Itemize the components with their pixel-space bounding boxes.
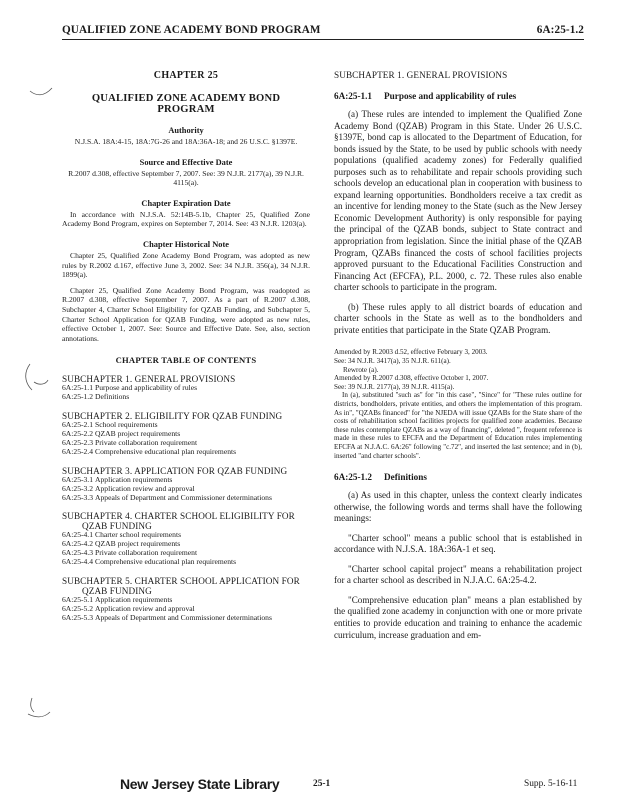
supplement-date: Supp. 5-16-11 bbox=[524, 779, 578, 789]
toc-entry-title: Application requirements bbox=[95, 595, 173, 605]
toc-entry-title: Purpose and applicability of rules bbox=[95, 383, 198, 393]
toc-entry bbox=[62, 494, 310, 503]
definition-capital-project: "Charter school capital project" means a rehabilitation project for a charter school as described in N.J.A.C. 6A:25-4.2. bbox=[334, 563, 582, 586]
toc-entry-title: Comprehensive educational plan requirements bbox=[95, 557, 237, 567]
library-stamp: New Jersey State Library bbox=[120, 776, 280, 792]
toc-entry-number: 6A:25-3.3 bbox=[62, 492, 94, 502]
expiration-text: In accordance with N.J.S.A. 52:14B-5.1b, Chapter 25, Qualified Zone Academy Bond Program, expires on September 7, 2014. See: 43 N.J.R. 1203(a). bbox=[62, 209, 310, 229]
toc-entry-number: 6A:25-4.3 bbox=[62, 548, 94, 558]
toc-entry bbox=[62, 614, 310, 623]
toc-subchapter: SUBCHAPTER 1. GENERAL PROVISIONS bbox=[62, 374, 236, 385]
chapter-number: CHAPTER 25 bbox=[153, 70, 219, 81]
toc-entry-number: 6A:25-3.1 bbox=[62, 474, 94, 484]
section-number: 6A:25-1.1 bbox=[334, 91, 373, 101]
toc-entry-number: 6A:25-3.2 bbox=[62, 483, 94, 493]
toc-entry-number: 6A:25-1.2 bbox=[62, 392, 94, 402]
history-line: See: 34 N.J.R. 3417(a), 35 N.J.R. 611(a). bbox=[334, 356, 451, 365]
toc-subchapter: SUBCHAPTER 5. CHARTER SCHOOL APPLICATION FOR QZAB FUNDING bbox=[62, 576, 300, 597]
toc-entry-number: 6A:25-2.3 bbox=[62, 437, 94, 447]
toc-entry-title: Application review and approval bbox=[95, 604, 195, 613]
toc-entry-number: 6A:25-4.2 bbox=[62, 539, 94, 549]
toc-entry-title: Private collaboration requirement bbox=[95, 548, 198, 558]
paragraph-1-1-b: (b) These rules apply to all district boards of education and charter schools in the State as well as to the bondholders and private entities that participate in the State QZAB Program. bbox=[334, 301, 582, 335]
history-paragraph-1: Chapter 25, Qualified Zone Academy Bond Program, was adopted as new rules by R.2002 d.167, effective June 3, 2002. See: 34 N.J.R. 356(a), 34 N.J.R. 1899(a). bbox=[62, 250, 310, 280]
toc-subchapter: SUBCHAPTER 4. CHARTER SCHOOL ELIGIBILITY FOR QZAB FUNDING bbox=[62, 511, 295, 532]
toc-entry bbox=[62, 393, 310, 402]
page-number: 25-1 bbox=[313, 779, 331, 789]
history-line: Rewrote (a). bbox=[343, 365, 379, 374]
margin-mark-icon-2 bbox=[24, 696, 54, 720]
toc-entry-number: 6A:25-5.2 bbox=[62, 604, 94, 613]
header-rule bbox=[62, 39, 584, 40]
amendment-note: In (a), substituted "such as" for "in this case", "Since" for "These rules outline for districts, bondholders, private entities, and others the implementation of this program. As in", "QZABs financed" for "the NJEDA will issue QZABs for the State share of the costs of rehabilitation school facilities projects for qualified zone academies. Because these rules contemplate QZABs as a way of financing", deleted ", frequent reference is made in these rules to EFCFA and the Department of Education rules implementing EFCFA at N.J.A.C. 6A:26" following "c.72", and inserted the last sentence; and in (b), inserted "and charter schools". bbox=[334, 391, 582, 460]
header-section: 6A:25-1.2 bbox=[536, 24, 584, 36]
authority-text: N.J.S.A. 18A:4-15, 18A:7G-26 and 18A:36A-18; and 26 U.S.C. §1397E. bbox=[74, 137, 298, 146]
amendment-history bbox=[334, 348, 582, 391]
toc-subchapter: SUBCHAPTER 2. ELIGIBILITY FOR QZAB FUNDING bbox=[62, 411, 283, 422]
left-column bbox=[62, 70, 310, 623]
section-number: 6A:25-1.2 bbox=[334, 472, 373, 483]
toc-entry-title: Appeals of Department and Commissioner determinations bbox=[95, 612, 272, 622]
section-heading-1-1 bbox=[334, 91, 582, 101]
toc-entry-title: QZAB project requirements bbox=[95, 539, 181, 549]
toc-entry-number: 6A:25-2.1 bbox=[62, 420, 94, 430]
subchapter-heading: SUBCHAPTER 1. GENERAL PROVISIONS bbox=[334, 70, 508, 80]
history-line: Amended by R.2007 d.308, effective October 1, 2007. bbox=[334, 374, 489, 383]
section-title: Definitions bbox=[384, 472, 427, 483]
definition-education-plan: "Comprehensive education plan" means a plan established by the qualified zone academy in conjunction with one or more private entities to provide education and training to enhance the academic curriculum, increase graduation and em- bbox=[334, 594, 582, 640]
history-line: Amended by R.2003 d.52, effective February 3, 2003. bbox=[334, 348, 488, 357]
toc-subchapter: SUBCHAPTER 3. APPLICATION FOR QZAB FUNDING bbox=[62, 465, 288, 476]
right-column bbox=[334, 70, 582, 641]
header-title: QUALIFIED ZONE ACADEMY BOND PROGRAM bbox=[62, 24, 321, 36]
page-footer bbox=[0, 776, 618, 792]
margin-mark-icon bbox=[28, 86, 54, 100]
history-line: See: 39 N.J.R. 2177(a), 39 N.J.R. 4115(a). bbox=[334, 382, 455, 391]
toc-entry-title: Comprehensive educational plan requirements bbox=[95, 446, 237, 456]
paragraph-1-1-a: (a) These rules are intended to implement the Qualified Zone Academy Bond (QZAB) Program in this State. Under 26 U.S.C. §1397E, bond cap is allocated to the Department of Education, for bonds issued by the State, to be used by public schools with needy populations (qualified academy zones) for Federally qualified purposes such as to rehabilitate and repair schools providing such schools develop an educational plan in cooperation with business to expand learning opportunities. Bondholders receive a tax credit as an incentive for lending money to the State (such as the New Jersey Economic Development Authority) is only responsible for paying the principal of the QZAB bonds, subject to State contract and appropriation from legislation. Since the initial phase of the QZAB Program, QZABs financed the costs of school facilities projects approved pursuant to the Educational Facilities Construction and Financing Act (EFCFA), P.L. 2000, c. 72. These rules also enable charter schools to participate in the program. bbox=[334, 109, 582, 293]
toc-entry-title: Appeals of Department and Commissioner determinations bbox=[95, 492, 272, 502]
toc-entry-title: Application review and approval bbox=[95, 483, 195, 493]
toc-entry bbox=[62, 558, 310, 567]
toc-entry-title: Application requirements bbox=[95, 474, 173, 484]
toc-entry-title: School requirements bbox=[95, 420, 158, 430]
toc-entry-number: 6A:25-2.2 bbox=[62, 429, 94, 439]
toc-entry bbox=[62, 448, 310, 457]
toc-entry-title: Private collaboration requirement bbox=[95, 437, 198, 447]
definition-charter-school: "Charter school" means a public school that is established in accordance with N.J.S.A. 18A:36A-1 et seq. bbox=[334, 532, 582, 555]
toc-entry-number: 6A:25-4.1 bbox=[62, 530, 94, 540]
margin-bracket-icon bbox=[20, 362, 50, 392]
toc-entry-number: 6A:25-4.4 bbox=[62, 557, 94, 567]
section-title: Purpose and applicability of rules bbox=[384, 91, 517, 101]
toc-entry-title: QZAB project requirements bbox=[95, 429, 181, 439]
toc-title: CHAPTER TABLE OF CONTENTS bbox=[115, 355, 257, 366]
toc-entry-number: 6A:25-5.1 bbox=[62, 595, 94, 605]
table-of-contents bbox=[62, 374, 310, 623]
authority-heading: Authority bbox=[168, 126, 204, 135]
running-header bbox=[62, 24, 584, 36]
section-heading-1-2 bbox=[334, 472, 582, 482]
history-paragraph-2: Chapter 25, Qualified Zone Academy Bond Program, was readopted as R.2007 d.308, effective September 7, 2007. As a part of R.2007 d.308, Subchapter 4, Charter School Eligibility for QZAB Funding, and Subchapter 5, Charter School Application for QZAB Funding, were adopted as new rules, effective October 1, 2007. See: Source and Effective Date. See, also, section annotations. bbox=[62, 285, 310, 343]
toc-entry-title: Definitions bbox=[95, 392, 130, 402]
expiration-heading: Chapter Expiration Date bbox=[141, 198, 231, 208]
toc-entry-number: 6A:25-5.3 bbox=[62, 612, 94, 622]
toc-entry-number: 6A:25-2.4 bbox=[62, 446, 94, 456]
source-heading: Source and Effective Date bbox=[139, 157, 233, 167]
source-text: R.2007 d.308, effective September 7, 2007. See: 39 N.J.R. 2177(a), 39 N.J.R. 4115(a). bbox=[68, 168, 304, 188]
paragraph-1-2-a: (a) As used in this chapter, unless the context clearly indicates otherwise, the following words and terms shall have the following meanings: bbox=[334, 490, 582, 524]
toc-entry-number: 6A:25-1.1 bbox=[62, 383, 94, 393]
toc-entry-title: Charter school requirements bbox=[95, 530, 182, 540]
history-heading: Chapter Historical Note bbox=[143, 239, 229, 249]
chapter-title: QUALIFIED ZONE ACADEMY BOND PROGRAM bbox=[91, 93, 281, 115]
